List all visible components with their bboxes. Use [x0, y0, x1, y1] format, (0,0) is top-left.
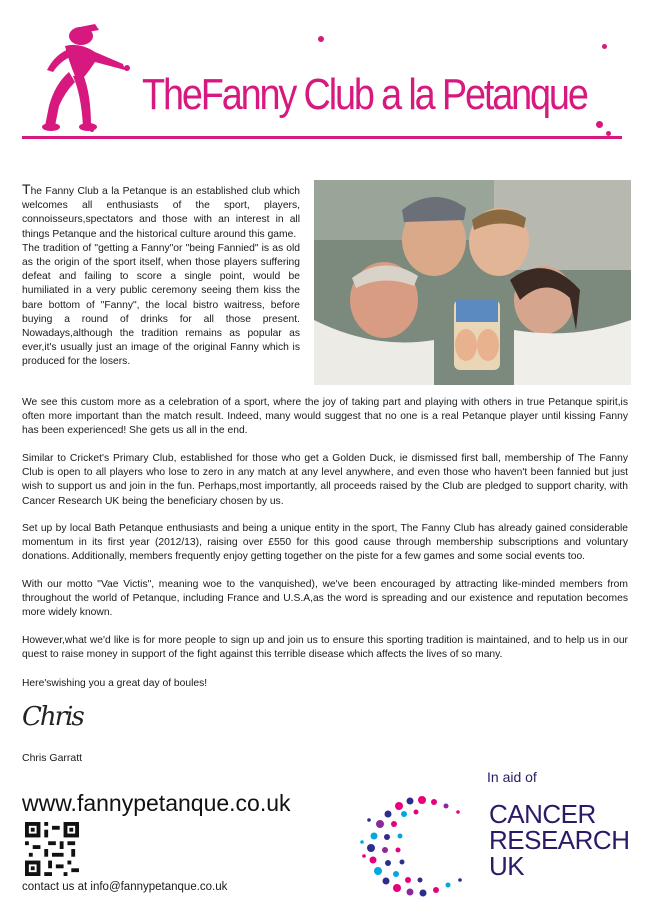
signature-scrawl: Chris — [22, 702, 83, 732]
charity-line-2: RESEARCH — [489, 825, 630, 855]
page-title: TheFanny Club a la Petanque — [142, 70, 587, 119]
group-photo — [314, 180, 631, 385]
decorative-dot — [318, 36, 324, 42]
decorative-dot — [602, 44, 607, 49]
signatory-name: Chris Garratt — [22, 752, 83, 764]
closing-paragraph: Here'swishing you a great day of boules! — [22, 678, 208, 689]
drop-cap: T — [22, 181, 31, 197]
website-link[interactable]: www.fannypetanque.co.uk — [22, 790, 291, 816]
title-rule — [22, 136, 622, 139]
membership-paragraph: Similar to Cricket's Primary Club, established for those who get a Golden Duck, ie dismissed first ball, membership of The Fanny Club is open to all players who lose to zero in any match at any level anywhere, and even those who haven't been fannied but just wish to support us and join in the fun. Perhaps,most importantly, all proceeds raised by the Club are pledged to support charity, with Cancer Research UK being the beneficiary chosen by us. — [22, 453, 628, 507]
charity-line-1: CANCER — [489, 799, 596, 829]
intro-text: he Fanny Club a la Petanque is an established club which welcomes all enthusiasts of the sport, players, connoisseurs,spectators and those with an interest in all things Petanque and the historical culture around this game. — [22, 186, 300, 240]
intro-column — [22, 182, 300, 370]
cancer-research-wordmark — [489, 801, 629, 879]
celebration-paragraph: We see this custom more as a celebration of a sport, where the joy of taking part and playing with others in true Petanque spirit,is often more important than the match result. Indeed, many would suggest that no one is a real Petanque player until kissing Fanny has been experienced! She gets us all in the end. — [22, 397, 628, 437]
in-aid-of-label: In aid of — [487, 769, 537, 785]
appeal-paragraph: However,what we'd like is for more people to sign up and join us to ensure this sporting tradition is maintained, and to help us in our quest to raise money in support of the fight against this terrible disease which affects the lives of so many. — [22, 635, 628, 661]
petanque-player-logo — [25, 14, 140, 132]
tradition-paragraph: The tradition of "getting a Fanny"or "being Fannied" is as old as the origin of the sport itself, when those players suffering defeat and failing to score a single point, would be humiliated in a very public ceremony seeing them kiss the bare bottom of "Fanny", the local bistro waitress, before buying a round of drinks for all those present. Nowadays,although the tradition remains as popular as ever,it's usually just an image of the original Fanny which is produced for the losers. — [22, 242, 300, 368]
charity-line-3: UK — [489, 851, 525, 881]
cancer-research-logo-mark — [360, 792, 480, 902]
decorative-dot — [596, 121, 603, 128]
history-paragraph: Set up by local Bath Petanque enthusiasts and being a unique entity in the sport, The Fanny Club has already gained considerable momentum in its first year (2012/13), raising over £550 for this good cause through membership subscriptions and voluntary donations. Additionally, members frequently enjoy getting together on the piste for a few games and some social events too. — [22, 523, 628, 563]
qr-code[interactable] — [24, 822, 80, 876]
intro-paragraph — [22, 182, 300, 242]
motto-paragraph: With our motto "Vae Victis", meaning woe to the vanquished), we've been encouraged by attracting like-minded members from throughout the world of Petanque, including France and U.S.A,as the word is spreading and our existence and reputation becomes more widely known. — [22, 579, 628, 619]
decorative-dot — [90, 128, 94, 132]
contact-email[interactable]: contact us at info@fannypetanque.co.uk — [22, 881, 228, 893]
